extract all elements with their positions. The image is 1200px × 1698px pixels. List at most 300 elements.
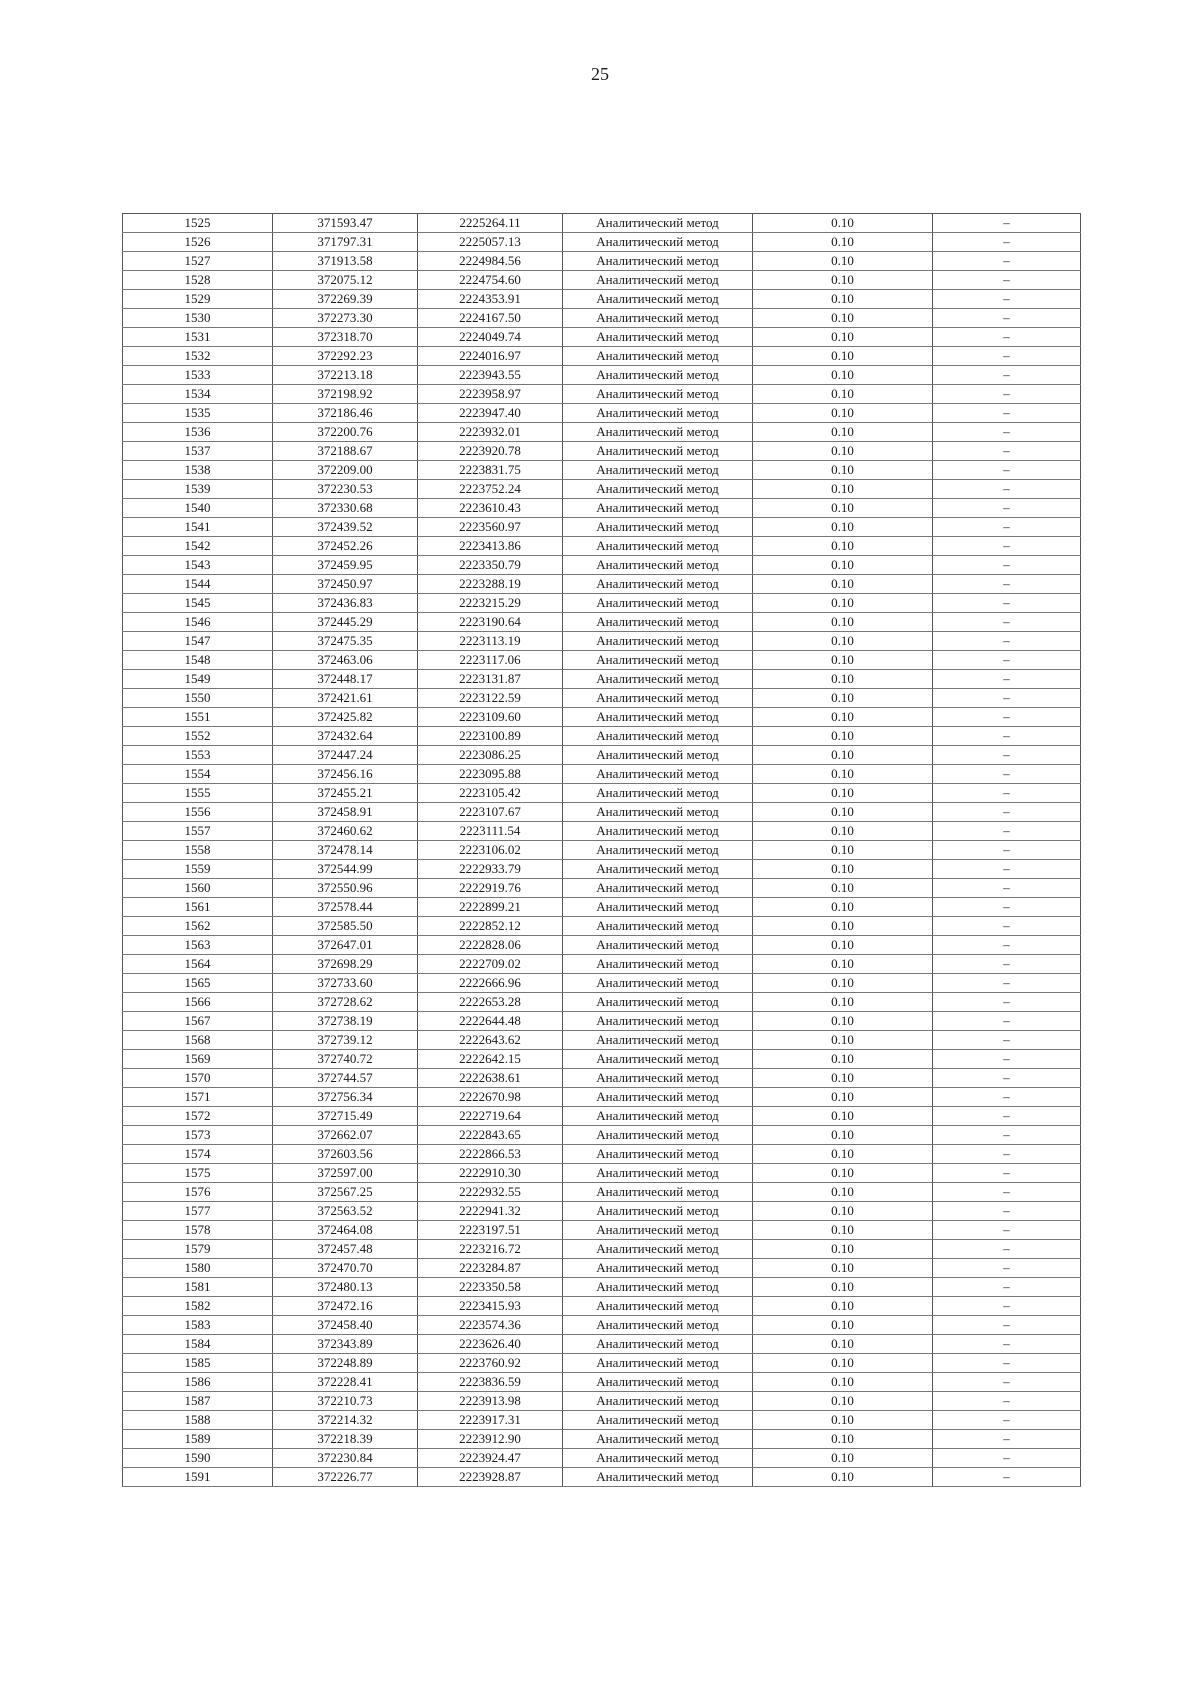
note-cell: – — [933, 214, 1081, 233]
x-coordinate-cell: 372248.89 — [273, 1354, 418, 1373]
point-number-cell: 1533 — [123, 366, 273, 385]
table-row — [123, 1183, 1081, 1202]
note-cell: – — [933, 480, 1081, 499]
x-coordinate-cell: 372230.84 — [273, 1449, 418, 1468]
point-number-cell: 1528 — [123, 271, 273, 290]
page-number: 25 — [591, 64, 609, 84]
method-cell: Аналитический метод — [563, 1031, 753, 1050]
x-coordinate-cell: 372744.57 — [273, 1069, 418, 1088]
x-coordinate-cell: 372447.24 — [273, 746, 418, 765]
accuracy-cell: 0.10 — [753, 480, 933, 499]
table-row — [123, 1259, 1081, 1278]
y-coordinate-cell: 2223111.54 — [418, 822, 563, 841]
table-row — [123, 1316, 1081, 1335]
note-cell: – — [933, 708, 1081, 727]
accuracy-cell: 0.10 — [753, 518, 933, 537]
accuracy-cell: 0.10 — [753, 1411, 933, 1430]
point-number-cell: 1570 — [123, 1069, 273, 1088]
method-cell: Аналитический метод — [563, 708, 753, 727]
point-number-cell: 1535 — [123, 404, 273, 423]
y-coordinate-cell: 2222933.79 — [418, 860, 563, 879]
method-cell: Аналитический метод — [563, 1183, 753, 1202]
accuracy-cell: 0.10 — [753, 1088, 933, 1107]
x-coordinate-cell: 372464.08 — [273, 1221, 418, 1240]
table-row — [123, 1031, 1081, 1050]
table-row — [123, 537, 1081, 556]
y-coordinate-cell: 2223190.64 — [418, 613, 563, 632]
note-cell: – — [933, 423, 1081, 442]
x-coordinate-cell: 371593.47 — [273, 214, 418, 233]
point-number-cell: 1556 — [123, 803, 273, 822]
y-coordinate-cell: 2222670.98 — [418, 1088, 563, 1107]
method-cell: Аналитический метод — [563, 784, 753, 803]
point-number-cell: 1537 — [123, 442, 273, 461]
table-row — [123, 366, 1081, 385]
y-coordinate-cell: 2223215.29 — [418, 594, 563, 613]
note-cell: – — [933, 1259, 1081, 1278]
method-cell: Аналитический метод — [563, 651, 753, 670]
y-coordinate-cell: 2224016.97 — [418, 347, 563, 366]
accuracy-cell: 0.10 — [753, 670, 933, 689]
x-coordinate-cell: 372563.52 — [273, 1202, 418, 1221]
accuracy-cell: 0.10 — [753, 632, 933, 651]
method-cell: Аналитический метод — [563, 347, 753, 366]
method-cell: Аналитический метод — [563, 594, 753, 613]
accuracy-cell: 0.10 — [753, 898, 933, 917]
accuracy-cell: 0.10 — [753, 1221, 933, 1240]
accuracy-cell: 0.10 — [753, 214, 933, 233]
method-cell: Аналитический метод — [563, 898, 753, 917]
point-number-cell: 1540 — [123, 499, 273, 518]
note-cell: – — [933, 575, 1081, 594]
accuracy-cell: 0.10 — [753, 252, 933, 271]
table-row — [123, 784, 1081, 803]
table-row — [123, 860, 1081, 879]
table-row — [123, 670, 1081, 689]
table-row — [123, 1449, 1081, 1468]
method-cell: Аналитический метод — [563, 1221, 753, 1240]
method-cell: Аналитический метод — [563, 461, 753, 480]
accuracy-cell: 0.10 — [753, 385, 933, 404]
table-row — [123, 1069, 1081, 1088]
y-coordinate-cell: 2222709.02 — [418, 955, 563, 974]
note-cell: – — [933, 765, 1081, 784]
note-cell: – — [933, 1430, 1081, 1449]
method-cell: Аналитический метод — [563, 271, 753, 290]
method-cell: Аналитический метод — [563, 765, 753, 784]
x-coordinate-cell: 372330.68 — [273, 499, 418, 518]
method-cell: Аналитический метод — [563, 917, 753, 936]
table-row — [123, 1392, 1081, 1411]
accuracy-cell: 0.10 — [753, 1354, 933, 1373]
y-coordinate-cell: 2223947.40 — [418, 404, 563, 423]
table-row — [123, 1297, 1081, 1316]
note-cell: – — [933, 1316, 1081, 1335]
note-cell: – — [933, 461, 1081, 480]
y-coordinate-cell: 2223560.97 — [418, 518, 563, 537]
point-number-cell: 1558 — [123, 841, 273, 860]
y-coordinate-cell: 2223932.01 — [418, 423, 563, 442]
y-coordinate-cell: 2223752.24 — [418, 480, 563, 499]
point-number-cell: 1547 — [123, 632, 273, 651]
note-cell: – — [933, 974, 1081, 993]
table-row — [123, 214, 1081, 233]
accuracy-cell: 0.10 — [753, 784, 933, 803]
y-coordinate-cell: 2222843.65 — [418, 1126, 563, 1145]
accuracy-cell: 0.10 — [753, 366, 933, 385]
accuracy-cell: 0.10 — [753, 328, 933, 347]
table-row — [123, 974, 1081, 993]
note-cell: – — [933, 385, 1081, 404]
x-coordinate-cell: 372269.39 — [273, 290, 418, 309]
note-cell: – — [933, 784, 1081, 803]
x-coordinate-cell: 372647.01 — [273, 936, 418, 955]
x-coordinate-cell: 372421.61 — [273, 689, 418, 708]
note-cell: – — [933, 1145, 1081, 1164]
method-cell: Аналитический метод — [563, 1088, 753, 1107]
note-cell: – — [933, 1031, 1081, 1050]
accuracy-cell: 0.10 — [753, 1183, 933, 1202]
note-cell: – — [933, 518, 1081, 537]
note-cell: – — [933, 1373, 1081, 1392]
y-coordinate-cell: 2223288.19 — [418, 575, 563, 594]
y-coordinate-cell: 2224754.60 — [418, 271, 563, 290]
method-cell: Аналитический метод — [563, 936, 753, 955]
y-coordinate-cell: 2223413.86 — [418, 537, 563, 556]
coordinates-table-body — [123, 214, 1081, 1487]
point-number-cell: 1542 — [123, 537, 273, 556]
accuracy-cell: 0.10 — [753, 1449, 933, 1468]
y-coordinate-cell: 2222666.96 — [418, 974, 563, 993]
y-coordinate-cell: 2222919.76 — [418, 879, 563, 898]
method-cell: Аналитический метод — [563, 803, 753, 822]
x-coordinate-cell: 372739.12 — [273, 1031, 418, 1050]
x-coordinate-cell: 372436.83 — [273, 594, 418, 613]
accuracy-cell: 0.10 — [753, 1050, 933, 1069]
note-cell: – — [933, 727, 1081, 746]
point-number-cell: 1574 — [123, 1145, 273, 1164]
table-row — [123, 1335, 1081, 1354]
table-row — [123, 822, 1081, 841]
y-coordinate-cell: 2223197.51 — [418, 1221, 563, 1240]
note-cell: – — [933, 1050, 1081, 1069]
y-coordinate-cell: 2222932.55 — [418, 1183, 563, 1202]
method-cell: Аналитический метод — [563, 1316, 753, 1335]
method-cell: Аналитический метод — [563, 1373, 753, 1392]
note-cell: – — [933, 955, 1081, 974]
table-row — [123, 480, 1081, 499]
x-coordinate-cell: 372343.89 — [273, 1335, 418, 1354]
method-cell: Аналитический метод — [563, 1012, 753, 1031]
y-coordinate-cell: 2224167.50 — [418, 309, 563, 328]
point-number-cell: 1576 — [123, 1183, 273, 1202]
accuracy-cell: 0.10 — [753, 1164, 933, 1183]
note-cell: – — [933, 309, 1081, 328]
accuracy-cell: 0.10 — [753, 803, 933, 822]
x-coordinate-cell: 372210.73 — [273, 1392, 418, 1411]
method-cell: Аналитический метод — [563, 974, 753, 993]
accuracy-cell: 0.10 — [753, 1316, 933, 1335]
note-cell: – — [933, 271, 1081, 290]
y-coordinate-cell: 2222866.53 — [418, 1145, 563, 1164]
table-row — [123, 1411, 1081, 1430]
table-row — [123, 841, 1081, 860]
point-number-cell: 1578 — [123, 1221, 273, 1240]
x-coordinate-cell: 372475.35 — [273, 632, 418, 651]
x-coordinate-cell: 372425.82 — [273, 708, 418, 727]
accuracy-cell: 0.10 — [753, 1240, 933, 1259]
method-cell: Аналитический метод — [563, 1449, 753, 1468]
point-number-cell: 1591 — [123, 1468, 273, 1487]
x-coordinate-cell: 372228.41 — [273, 1373, 418, 1392]
y-coordinate-cell: 2223109.60 — [418, 708, 563, 727]
table-row — [123, 423, 1081, 442]
method-cell: Аналитический метод — [563, 1335, 753, 1354]
point-number-cell: 1551 — [123, 708, 273, 727]
accuracy-cell: 0.10 — [753, 993, 933, 1012]
table-row — [123, 1088, 1081, 1107]
accuracy-cell: 0.10 — [753, 917, 933, 936]
method-cell: Аналитический метод — [563, 385, 753, 404]
method-cell: Аналитический метод — [563, 1202, 753, 1221]
method-cell: Аналитический метод — [563, 1278, 753, 1297]
note-cell: – — [933, 290, 1081, 309]
table-row — [123, 1202, 1081, 1221]
point-number-cell: 1526 — [123, 233, 273, 252]
point-number-cell: 1562 — [123, 917, 273, 936]
y-coordinate-cell: 2223920.78 — [418, 442, 563, 461]
accuracy-cell: 0.10 — [753, 860, 933, 879]
point-number-cell: 1567 — [123, 1012, 273, 1031]
x-coordinate-cell: 372733.60 — [273, 974, 418, 993]
point-number-cell: 1531 — [123, 328, 273, 347]
accuracy-cell: 0.10 — [753, 1126, 933, 1145]
note-cell: – — [933, 1392, 1081, 1411]
y-coordinate-cell: 2222643.62 — [418, 1031, 563, 1050]
point-number-cell: 1580 — [123, 1259, 273, 1278]
point-number-cell: 1534 — [123, 385, 273, 404]
note-cell: – — [933, 879, 1081, 898]
table-row — [123, 993, 1081, 1012]
table-row — [123, 461, 1081, 480]
point-number-cell: 1532 — [123, 347, 273, 366]
x-coordinate-cell: 372445.29 — [273, 613, 418, 632]
note-cell: – — [933, 1411, 1081, 1430]
y-coordinate-cell: 2223917.31 — [418, 1411, 563, 1430]
method-cell: Аналитический метод — [563, 841, 753, 860]
note-cell: – — [933, 898, 1081, 917]
table-row — [123, 651, 1081, 670]
x-coordinate-cell: 372455.21 — [273, 784, 418, 803]
x-coordinate-cell: 372456.16 — [273, 765, 418, 784]
accuracy-cell: 0.10 — [753, 423, 933, 442]
table-row — [123, 632, 1081, 651]
accuracy-cell: 0.10 — [753, 556, 933, 575]
x-coordinate-cell: 372728.62 — [273, 993, 418, 1012]
note-cell: – — [933, 556, 1081, 575]
point-number-cell: 1553 — [123, 746, 273, 765]
accuracy-cell: 0.10 — [753, 309, 933, 328]
method-cell: Аналитический метод — [563, 879, 753, 898]
accuracy-cell: 0.10 — [753, 1430, 933, 1449]
accuracy-cell: 0.10 — [753, 1278, 933, 1297]
table-row — [123, 347, 1081, 366]
point-number-cell: 1577 — [123, 1202, 273, 1221]
y-coordinate-cell: 2223831.75 — [418, 461, 563, 480]
y-coordinate-cell: 2222644.48 — [418, 1012, 563, 1031]
x-coordinate-cell: 372715.49 — [273, 1107, 418, 1126]
method-cell: Аналитический метод — [563, 1354, 753, 1373]
point-number-cell: 1586 — [123, 1373, 273, 1392]
y-coordinate-cell: 2225057.13 — [418, 233, 563, 252]
method-cell: Аналитический метод — [563, 1468, 753, 1487]
y-coordinate-cell: 2222653.28 — [418, 993, 563, 1012]
table-row — [123, 271, 1081, 290]
accuracy-cell: 0.10 — [753, 841, 933, 860]
accuracy-cell: 0.10 — [753, 499, 933, 518]
y-coordinate-cell: 2223284.87 — [418, 1259, 563, 1278]
method-cell: Аналитический метод — [563, 556, 753, 575]
y-coordinate-cell: 2223913.98 — [418, 1392, 563, 1411]
method-cell: Аналитический метод — [563, 1430, 753, 1449]
note-cell: – — [933, 366, 1081, 385]
accuracy-cell: 0.10 — [753, 1468, 933, 1487]
x-coordinate-cell: 372075.12 — [273, 271, 418, 290]
x-coordinate-cell: 372698.29 — [273, 955, 418, 974]
x-coordinate-cell: 372478.14 — [273, 841, 418, 860]
accuracy-cell: 0.10 — [753, 936, 933, 955]
method-cell: Аналитический метод — [563, 233, 753, 252]
point-number-cell: 1582 — [123, 1297, 273, 1316]
point-number-cell: 1584 — [123, 1335, 273, 1354]
table-row — [123, 708, 1081, 727]
method-cell: Аналитический метод — [563, 955, 753, 974]
note-cell: – — [933, 1221, 1081, 1240]
method-cell: Аналитический метод — [563, 1240, 753, 1259]
y-coordinate-cell: 2223100.89 — [418, 727, 563, 746]
x-coordinate-cell: 372463.06 — [273, 651, 418, 670]
accuracy-cell: 0.10 — [753, 1297, 933, 1316]
table-row — [123, 1012, 1081, 1031]
accuracy-cell: 0.10 — [753, 689, 933, 708]
y-coordinate-cell: 2223350.79 — [418, 556, 563, 575]
note-cell: – — [933, 936, 1081, 955]
y-coordinate-cell: 2223113.19 — [418, 632, 563, 651]
method-cell: Аналитический метод — [563, 1297, 753, 1316]
note-cell: – — [933, 1069, 1081, 1088]
y-coordinate-cell: 2223106.02 — [418, 841, 563, 860]
accuracy-cell: 0.10 — [753, 651, 933, 670]
note-cell: – — [933, 1468, 1081, 1487]
y-coordinate-cell: 2222719.64 — [418, 1107, 563, 1126]
x-coordinate-cell: 372603.56 — [273, 1145, 418, 1164]
accuracy-cell: 0.10 — [753, 746, 933, 765]
accuracy-cell: 0.10 — [753, 974, 933, 993]
y-coordinate-cell: 2223086.25 — [418, 746, 563, 765]
note-cell: – — [933, 442, 1081, 461]
point-number-cell: 1566 — [123, 993, 273, 1012]
point-number-cell: 1546 — [123, 613, 273, 632]
note-cell: – — [933, 841, 1081, 860]
table-row — [123, 404, 1081, 423]
method-cell: Аналитический метод — [563, 499, 753, 518]
point-number-cell: 1585 — [123, 1354, 273, 1373]
y-coordinate-cell: 2224984.56 — [418, 252, 563, 271]
x-coordinate-cell: 372439.52 — [273, 518, 418, 537]
x-coordinate-cell: 372186.46 — [273, 404, 418, 423]
method-cell: Аналитический метод — [563, 423, 753, 442]
table-row — [123, 1278, 1081, 1297]
y-coordinate-cell: 2223836.59 — [418, 1373, 563, 1392]
x-coordinate-cell: 372218.39 — [273, 1430, 418, 1449]
y-coordinate-cell: 2222638.61 — [418, 1069, 563, 1088]
accuracy-cell: 0.10 — [753, 1392, 933, 1411]
note-cell: – — [933, 499, 1081, 518]
note-cell: – — [933, 1278, 1081, 1297]
y-coordinate-cell: 2222941.32 — [418, 1202, 563, 1221]
table-row — [123, 309, 1081, 328]
table-row — [123, 233, 1081, 252]
method-cell: Аналитический метод — [563, 1069, 753, 1088]
method-cell: Аналитический метод — [563, 993, 753, 1012]
x-coordinate-cell: 372292.23 — [273, 347, 418, 366]
method-cell: Аналитический метод — [563, 480, 753, 499]
point-number-cell: 1589 — [123, 1430, 273, 1449]
y-coordinate-cell: 2224049.74 — [418, 328, 563, 347]
x-coordinate-cell: 372578.44 — [273, 898, 418, 917]
y-coordinate-cell: 2222852.12 — [418, 917, 563, 936]
x-coordinate-cell: 372585.50 — [273, 917, 418, 936]
note-cell: – — [933, 613, 1081, 632]
accuracy-cell: 0.10 — [753, 727, 933, 746]
point-number-cell: 1545 — [123, 594, 273, 613]
x-coordinate-cell: 372458.40 — [273, 1316, 418, 1335]
table-row — [123, 1240, 1081, 1259]
x-coordinate-cell: 372470.70 — [273, 1259, 418, 1278]
method-cell: Аналитический метод — [563, 404, 753, 423]
accuracy-cell: 0.10 — [753, 404, 933, 423]
note-cell: – — [933, 1240, 1081, 1259]
method-cell: Аналитический метод — [563, 822, 753, 841]
point-number-cell: 1543 — [123, 556, 273, 575]
point-number-cell: 1564 — [123, 955, 273, 974]
x-coordinate-cell: 371797.31 — [273, 233, 418, 252]
y-coordinate-cell: 2223117.06 — [418, 651, 563, 670]
method-cell: Аналитический метод — [563, 1259, 753, 1278]
note-cell: – — [933, 1335, 1081, 1354]
x-coordinate-cell: 372740.72 — [273, 1050, 418, 1069]
accuracy-cell: 0.10 — [753, 1031, 933, 1050]
method-cell: Аналитический метод — [563, 1107, 753, 1126]
accuracy-cell: 0.10 — [753, 1259, 933, 1278]
x-coordinate-cell: 372450.97 — [273, 575, 418, 594]
method-cell: Аналитический метод — [563, 1050, 753, 1069]
y-coordinate-cell: 2223095.88 — [418, 765, 563, 784]
note-cell: – — [933, 651, 1081, 670]
x-coordinate-cell: 372457.48 — [273, 1240, 418, 1259]
y-coordinate-cell: 2223131.87 — [418, 670, 563, 689]
y-coordinate-cell: 2223924.47 — [418, 1449, 563, 1468]
point-number-cell: 1572 — [123, 1107, 273, 1126]
accuracy-cell: 0.10 — [753, 765, 933, 784]
x-coordinate-cell: 372230.53 — [273, 480, 418, 499]
point-number-cell: 1590 — [123, 1449, 273, 1468]
y-coordinate-cell: 2225264.11 — [418, 214, 563, 233]
table-row — [123, 1050, 1081, 1069]
point-number-cell: 1525 — [123, 214, 273, 233]
accuracy-cell: 0.10 — [753, 1145, 933, 1164]
method-cell: Аналитический метод — [563, 290, 753, 309]
